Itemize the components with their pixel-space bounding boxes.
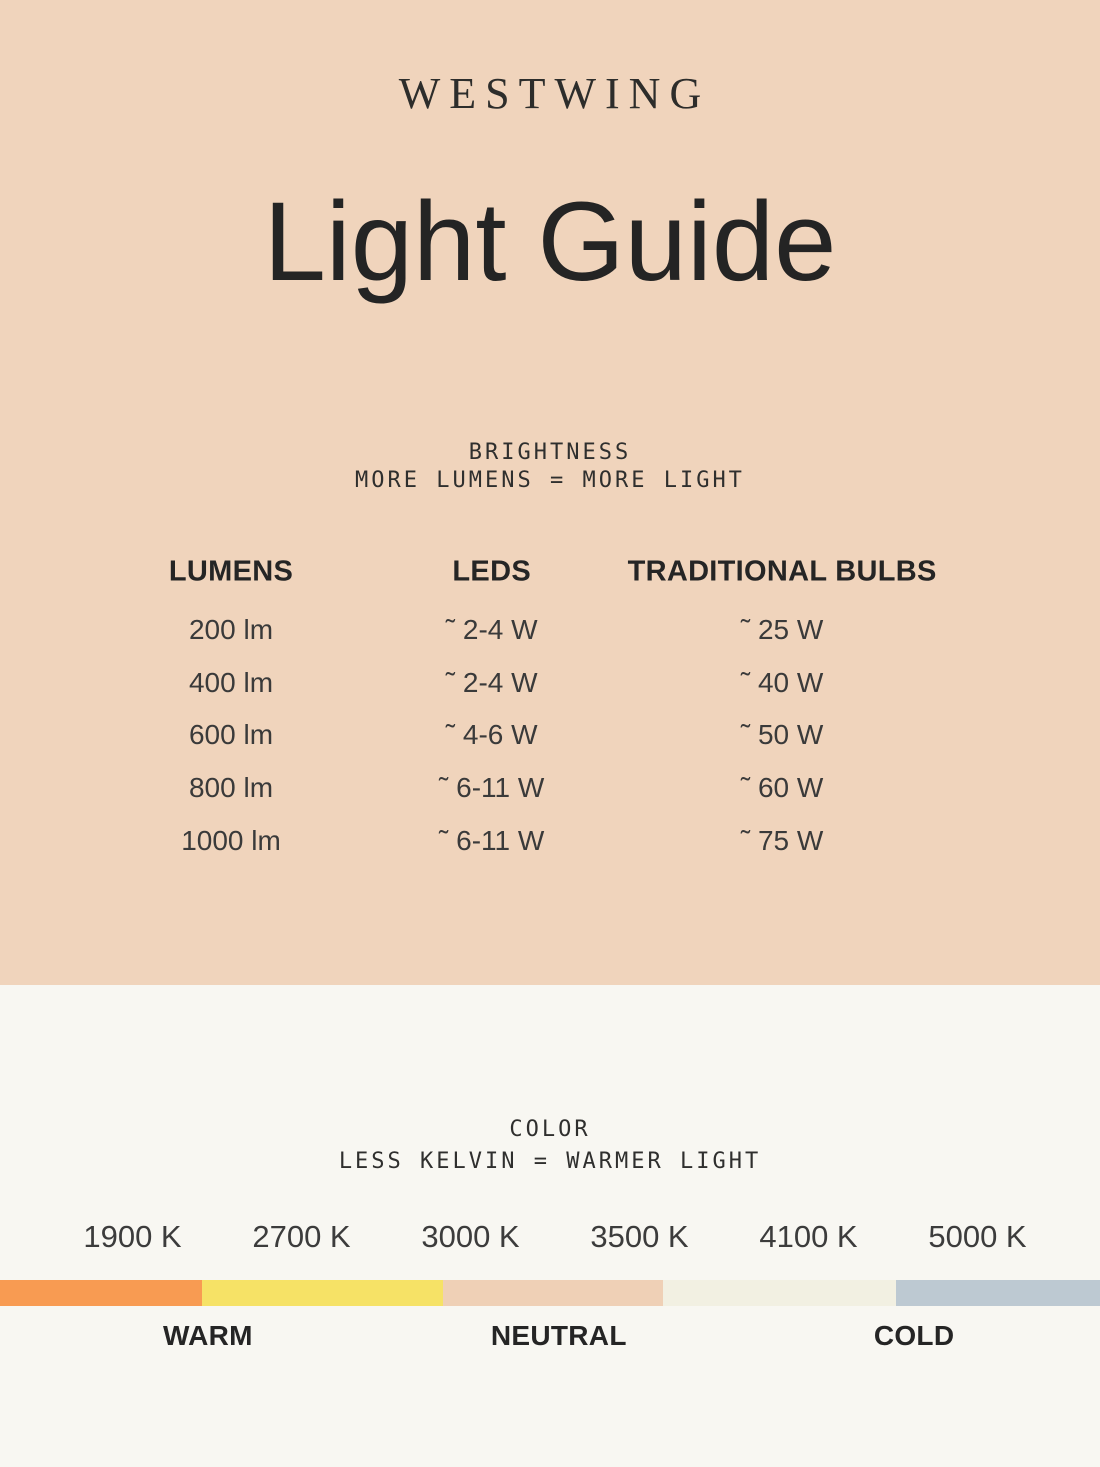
temp-label-warm: WARM [162,1320,253,1351]
bulb-wattage: ˜ 50 W [740,719,824,751]
table-row [0,709,1100,762]
bar-segment-cold-blue [896,1280,1100,1306]
lumens-table [0,604,1100,867]
temperature-labels [0,1316,1100,1356]
lumens-table-header [0,555,1100,589]
kelvin-label-3500: 3500 K [590,1219,689,1254]
temp-label-neutral: NEUTRAL [490,1320,627,1351]
lumens-value: 1000 lm [181,824,281,856]
table-row [0,604,1100,657]
kelvin-label-4100: 4100 K [759,1219,858,1254]
bulb-wattage: ˜ 40 W [740,666,824,698]
table-row [0,657,1100,710]
kelvin-label-5000: 5000 K [928,1219,1027,1254]
leds-wattage: ˜ 2-4 W [445,666,538,698]
brightness-heading: BRIGHTNESS [468,440,632,465]
lumens-value: 800 lm [188,772,274,804]
color-temperature-bar [0,1280,1100,1306]
column-header-lumens: LUMENS [168,555,294,588]
leds-wattage: ˜ 4-6 W [445,719,538,751]
table-row [0,814,1100,867]
bulb-wattage: ˜ 60 W [740,772,824,804]
lumens-value: 600 lm [188,719,274,751]
kelvin-label-3000: 3000 K [421,1219,520,1254]
bar-segment-neutral-peach [443,1280,663,1306]
kelvin-label-1900: 1900 K [83,1219,182,1254]
column-header-traditional-bulbs: TRADITIONAL BULBS [627,555,937,588]
bar-segment-warm-orange [0,1280,202,1306]
kelvin-label-2700: 2700 K [252,1219,351,1254]
table-row [0,762,1100,815]
color-section [0,985,1100,1467]
temp-label-cold: COLD [873,1320,955,1351]
color-heading: COLOR [509,1117,591,1142]
kelvin-scale-labels [0,1219,1100,1255]
bar-segment-warm-yellow [202,1280,443,1306]
column-header-leds: LEDS [452,555,531,588]
leds-wattage: ˜ 6-11 W [439,772,545,804]
westwing-logo: WESTWING [398,69,711,118]
page-title: Light Guide [263,179,837,304]
bulb-wattage: ˜ 75 W [740,824,824,856]
leds-wattage: ˜ 6-11 W [439,824,545,856]
leds-wattage: ˜ 2-4 W [445,614,538,646]
color-subheading: LESS KELVIN = WARMER LIGHT [338,1149,762,1174]
brightness-subheading: MORE LUMENS = MORE LIGHT [355,468,745,493]
bar-segment-neutral-ivory [663,1280,896,1306]
bulb-wattage: ˜ 25 W [740,614,824,646]
lumens-value: 200 lm [188,614,274,646]
lumens-value: 400 lm [188,666,274,698]
